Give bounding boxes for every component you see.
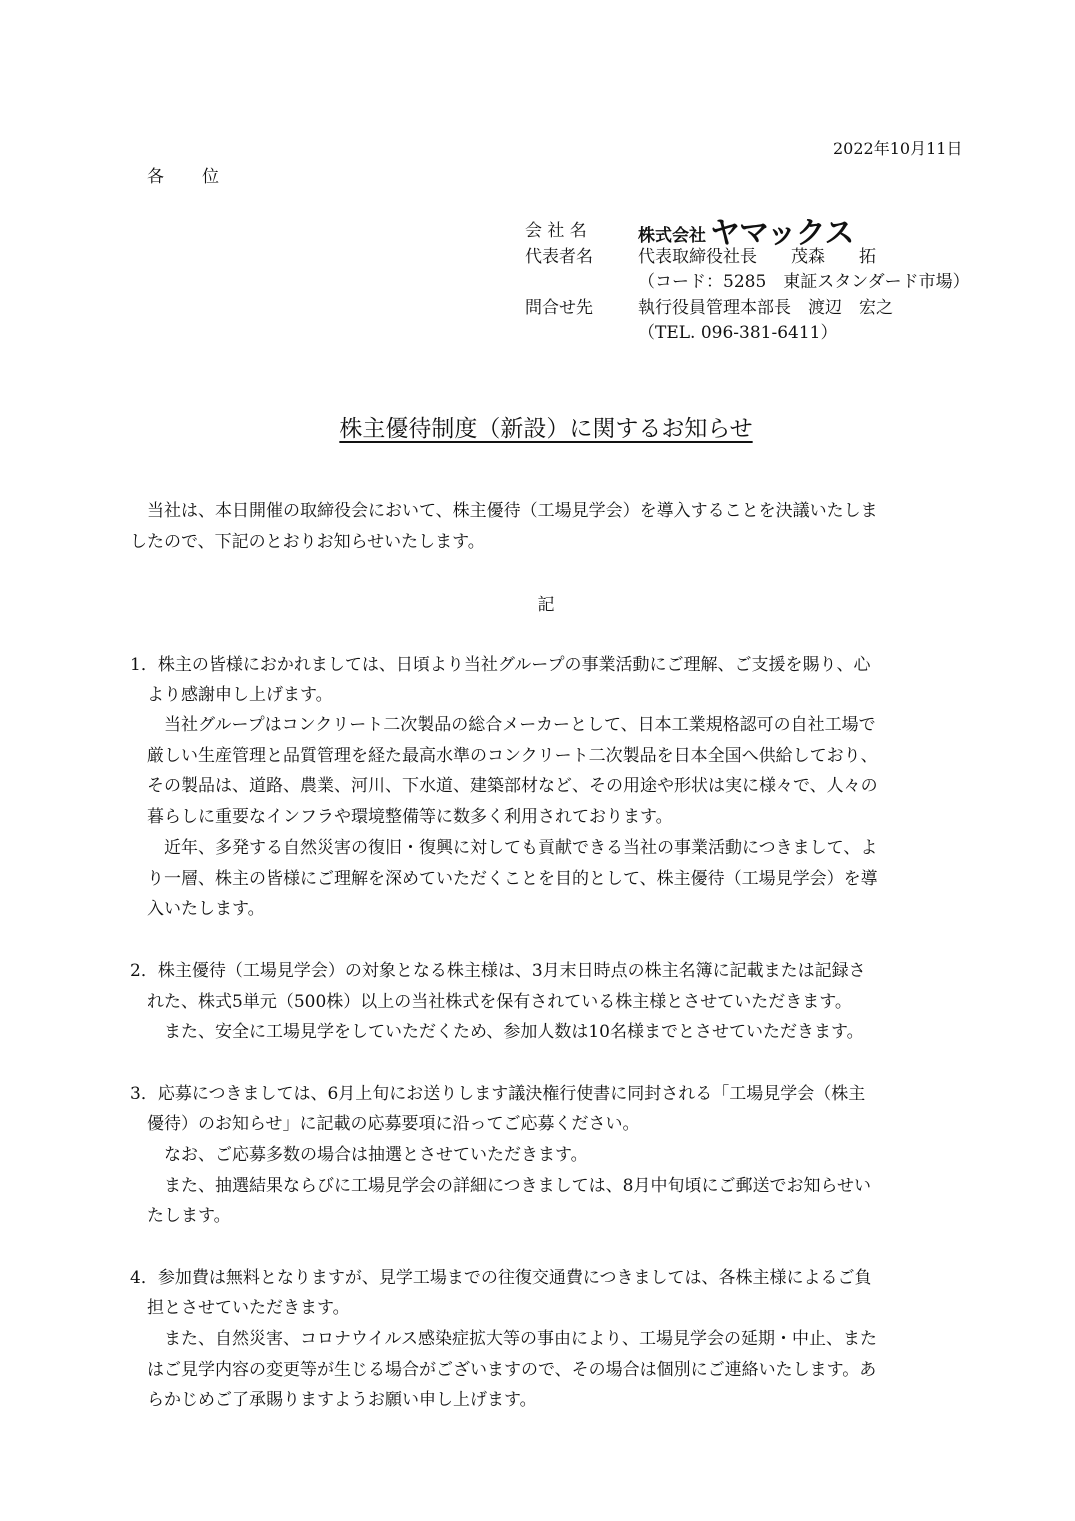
company-label: 会 社 名 <box>525 221 587 241</box>
section-1-line: 暮らしに重要なインフラや環境整備等に数多く利用されております。 <box>130 807 673 827</box>
section-4-line: はご見学内容の変更等が生じる場合がございますので、その場合は個別にご連絡いたします。あ <box>130 1360 877 1380</box>
contact-label: 問合せ先 <box>525 298 593 318</box>
section-1-line: 近年、多発する自然災害の復旧・復興に対しても貢献できる当社の事業活動につきまして、よ <box>130 838 878 858</box>
section-3-line: たします。 <box>130 1206 231 1226</box>
section-3-line: 3．応募につきましては、6月上旬にお送りします議決権行使書に同封される「工場見学会（株主 <box>130 1084 866 1104</box>
section-4-line: また、自然災害、コロナウイルス感染症拡大等の事由により、工場見学会の延期・中止、また <box>130 1329 877 1349</box>
document-title: 株主優待制度（新設）に関するお知らせ <box>339 416 753 442</box>
representative-value: 代表取締役社長 茂森 拓 <box>638 247 876 267</box>
section-4-line: らかじめご了承賜りますようお願い申し上げます。 <box>130 1390 537 1410</box>
section-3-line: 優待）のお知らせ」に記載の応募要項に沿ってご応募ください。 <box>130 1114 640 1134</box>
document-date: 2022年10月11日 <box>833 139 963 158</box>
company-logo: ヤマックス <box>710 216 854 251</box>
section-1-line: 入いたします。 <box>130 899 265 919</box>
recipients <box>147 162 219 187</box>
contact-value: 執行役員管理本部長 渡辺 宏之 <box>638 298 893 318</box>
section-1-line: より感謝申し上げます。 <box>130 685 333 705</box>
section-4-line: 担とさせていただきます。 <box>130 1298 350 1318</box>
section-3-line: また、抽選結果ならびに工場見学会の詳細につきましては、8月中旬頃にご郵送でお知らせい <box>130 1176 871 1196</box>
section-2-line: また、安全に工場見学をしていただくため、参加人数は10名様までとさせていただきます。 <box>130 1022 864 1042</box>
intro-line: 当社は、本日開催の取締役会において、株主優待（工場見学会）を導入することを決議いたしま <box>130 501 878 521</box>
section-2-line: れた、株式5単元（500株）以上の当社株式を保有されている株主様とさせていただきます。 <box>130 992 852 1012</box>
ki-heading: 記 <box>537 595 555 615</box>
company-prefix: 株式会社 <box>638 226 706 246</box>
recipients-first: 各 <box>147 167 164 187</box>
section-1-line: その製品は、道路、農業、河川、下水道、建築部材など、その用途や形状は実に様々で、人々の <box>130 776 878 796</box>
section-4-line: 4．参加費は無料となりますが、見学工場までの往復交通費につきましては、各株主様によるご負 <box>130 1268 872 1288</box>
stock-code: （コード：5285 東証スタンダード市場） <box>638 272 970 292</box>
section-2-line: 2．株主優待（工場見学会）の対象となる株主様は、3月末日時点の株主名簿に記載または記録さ <box>130 961 866 981</box>
section-1-line: 厳しい生産管理と品質管理を経た最高水準のコンクリート二次製品を日本全国へ供給しており、 <box>130 746 878 766</box>
representative-label: 代表者名 <box>525 247 593 267</box>
section-1-line: り一層、株主の皆様にご理解を深めていただくことを目的として、株主優待（工場見学会）を導 <box>130 869 878 889</box>
section-1-line: 当社グループはコンクリート二次製品の総合メーカーとして、日本工業規格認可の自社工場で <box>130 715 876 735</box>
contact-tel: （TEL. 096-381-6411） <box>638 323 838 343</box>
section-3-line: なお、ご応募多数の場合は抽選とさせていただきます。 <box>130 1145 588 1165</box>
recipients-second: 位 <box>202 167 219 187</box>
intro-line: したので、下記のとおりお知らせいたします。 <box>130 532 485 552</box>
section-1-line: 1．株主の皆様におかれましては、日頃より当社グループの事業活動にご理解、ご支援を賜り、心 <box>130 655 871 675</box>
